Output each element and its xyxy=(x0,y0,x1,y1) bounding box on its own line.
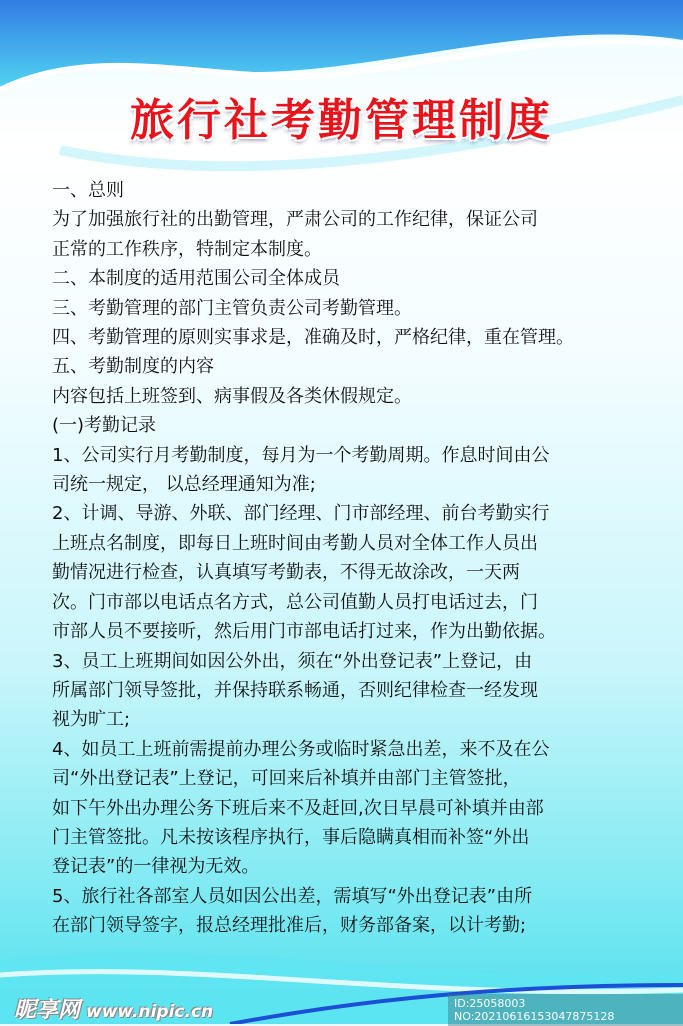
text-line: 视为旷工; xyxy=(52,709,131,731)
text-line: 五、考勤制度的内容 xyxy=(52,356,214,378)
text-line: 4、如员工上班前需提前办理公务或临时紧急出差，来不及在公 xyxy=(52,738,550,760)
text-line: 2、计调、导游、外联、部门经理、门市部经理、前台考勤实行 xyxy=(52,503,550,525)
text-line: 在部门领导签字，报总经理批准后，财务部备案，以计考勤; xyxy=(52,915,527,937)
watermark-url: www.nipic.cn xyxy=(86,1002,214,1022)
text-line: 一、总则 xyxy=(52,180,124,201)
text-line: 为了加强旅行社的出勤管理，严肃公司的工作纪律，保证公司 xyxy=(52,209,538,231)
text-line: 登记表”的一律视为无效。 xyxy=(52,856,260,878)
text-line: 3、员工上班期间如因公外出，须在“外出登记表”上登记，由 xyxy=(52,650,533,672)
text-line: 内容包括上班签到、病事假及各类休假规定。 xyxy=(52,385,412,407)
text-line: 如下午外出办理公务下班后来不及赶回,次日早晨可补填并由部 xyxy=(52,797,544,819)
text-line: 所属部门领导签批，并保持联系畅通，否则纪律检查一经发现 xyxy=(52,679,538,701)
text-line: 1、公司实行月考勤制度，每月为一个考勤周期。作息时间由公 xyxy=(52,444,550,466)
text-line: 司统一规定， 以总经理通知为准; xyxy=(52,474,316,496)
text-line: 勤情况进行检查，认真填写考勤表，不得无故涂改，一天两 xyxy=(52,562,520,584)
text-line: 上班点名制度，即每日上班时间由考勤人员对全体工作人员出 xyxy=(52,532,538,554)
text-line: (一)考勤记录 xyxy=(52,415,157,437)
text-line: 门主管签批。凡未按该程序执行，事后隐瞒真相而补签“外出 xyxy=(52,826,530,848)
text-line: 5、旅行社各部室人员如因公出差，需填写“外出登记表”由所 xyxy=(52,885,533,907)
watermark-logo xyxy=(14,993,213,1024)
text-line: 市部人员不要接听，然后用门市部电话打过来，作为出勤依据。 xyxy=(52,621,556,643)
document-body xyxy=(52,176,652,941)
text-line: 次。门市部以电话点名方式，总公司值勤人员打电话过去，门 xyxy=(52,591,538,613)
text-line: 四、考勤管理的原则实事求是，准确及时，严格纪律，重在管理。 xyxy=(52,327,574,349)
text-line: 正常的工作秩序，特制定本制度。 xyxy=(52,238,322,260)
watermark-logo-text: 昵享网 xyxy=(14,998,81,1023)
watermark-id: ID:25058003 NO:20210616153047875128 xyxy=(448,994,683,1026)
text-line: 三、考勤管理的部门主管负责公司考勤管理。 xyxy=(52,297,412,319)
page-title: 旅行社考勤管理制度 xyxy=(130,95,553,146)
text-line: 二、本制度的适用范围公司全体成员 xyxy=(52,268,340,290)
text-line: 司“外出登记表”上登记，可回来后补填并由部门主管签批， xyxy=(52,768,521,790)
